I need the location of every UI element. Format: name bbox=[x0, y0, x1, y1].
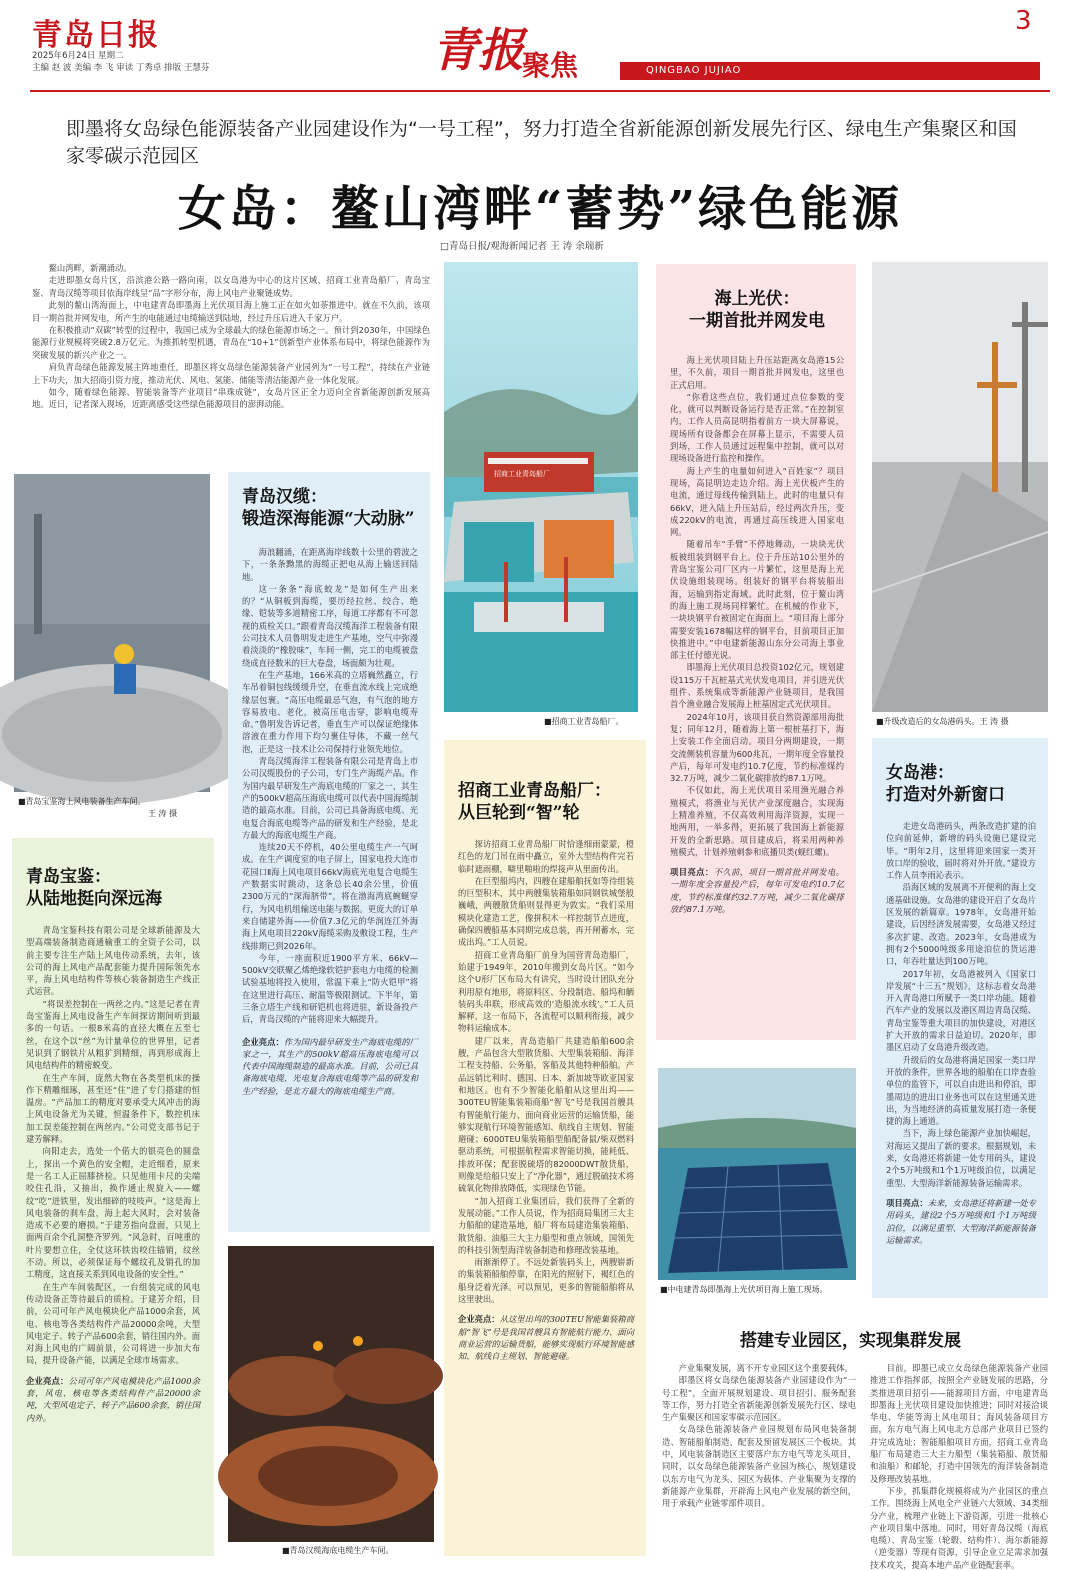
cluster-title: 搭建专业园区，实现集群发展 bbox=[740, 1331, 961, 1351]
shipyard-highlight bbox=[458, 1313, 634, 1362]
shipyard-section bbox=[444, 740, 646, 1556]
article-byline: □青岛日报/观海新闻记者 王 涛 余瑞新 bbox=[440, 241, 604, 252]
pv-photo-caption: ■中电建青岛即墨海上光伏项目海上施工现场。 bbox=[660, 1285, 828, 1294]
baojian-paragraph: 青岛宝鉴科技有限公司是全球新能源及大型高端装备制造商通榆重工的全资子公司，以前主要专注生产陆上风电传动系统，去年，该公司的海上风电产品配套能力提升国际领先水平，海上风电结构件等核心装备制造生产线正式运营。 bbox=[26, 925, 200, 997]
shipyard-title-2: 从巨轮到“智”轮 bbox=[458, 803, 580, 823]
pv-paragraph: 2024年10月，该项目获自然资源部用海批复；同年12月，随着海上第一根桩基打下，海上安装工作全面启动。项目分两期建设，一期交流侧装机容量为600兆瓦，一期年度全容量投产后，每年可发电约10.7亿度，节约标准煤约32.7万吨，减少二氧化碳排放约87.1万吨。 bbox=[670, 711, 844, 784]
pv-paragraph: 随着吊车“手臂”不停地舞动，一块块光伏板被组装到钢平台上。位于升压站10公里外的青岛宝鉴公司厂区内一片繁忙，这里是海上光伏设施组装现场。组装好的钢平台将装船出海，运输到指定海域。此时此刻，位于鳌山湾的海上施工现场同样繁忙。在机械的作业下，一块块钢平台被固定在海面上。“项目海上部分需要安装1678幅这样的钢平台，目前项目正加快推进中。”中电建新能源山东分公司海上事业部主任付德光说。 bbox=[670, 539, 844, 661]
article-headline: 女岛：鳌山湾畔“蓄势”绿色能源 bbox=[177, 181, 903, 237]
shipyard-paragraph: “加入招商工业集团后，我们获得了全新的发展动能。”工作人员说，作为招商局集团三大主力船舶的建造基地，船厂将布局建造集装箱船、散货船、油船三大主力船型和重点领域，国领先的科技引领型海洋装备制造和修理改装基地。 bbox=[458, 1195, 634, 1255]
cluster-paragraph: 目前，即墨已成立女岛绿色能源装备产业园推进工作指挥部，按照全产业链发展的思路，分类推进项目招引——能源项目方面，中电建青岛即墨海上光伏项目建设加快推进；同时对接洽谈华电、华能等海上风电项目；海风装备项目方面，东方电气海上风电北方总部产业项目已签约并完成选址；智能船舶项目方面，招商工业青岛船厂布局建造三大主力船型（集装箱船、散货船和油船）和邮轮，打造中国领先的海洋装备制造及修理改装基地。 bbox=[870, 1363, 1048, 1484]
pv-photo bbox=[658, 1068, 856, 1280]
baojian-section bbox=[12, 838, 214, 1556]
port-title-2: 打造对外新窗口 bbox=[886, 785, 1005, 805]
section-logo-main: 青报 bbox=[432, 23, 524, 77]
ship-name-text: 招商工业青岛船厂 bbox=[494, 470, 550, 478]
hanlan-highlight-text: 作为国内最早研发生产海底电缆的厂家之一，其生产的500kV超高压海底电缆可以代表中国海缆制造的最高水准。目前，公司已具备海底电缆、光电复合海底电缆等产品的研发和生产经验，是北方最大的海底电缆生产商。 bbox=[242, 1036, 418, 1096]
port-paragraph: 走进女岛港码头，两条改造扩建的泊位向前延伸，新增的码头设施已建设完毕。“明年2月，这里将迎来国家一类开放口岸的验收，届时将对外开放。”建设方工作人员李雨沁表示。 bbox=[886, 821, 1036, 881]
cluster-paragraph: 产业集聚发展，离不开专业园区这个重要载体。 bbox=[678, 1363, 853, 1373]
baojian-photo-caption: ■青岛宝鉴海上风电装备生产车间。 bbox=[18, 797, 146, 806]
port-highlight-label: 项目亮点： bbox=[886, 1197, 928, 1208]
pv-paragraph: “你看这些点位，我们通过点位参数的变化，就可以判断设备运行是否正常。”在控制室内，工作人员高昆明指着前方一块大屏幕说，现场所有设备都会在屏幕上显示，不需要人员到场，工作人员通过远程集中控制，就可以对现场设备进行监控和操作。 bbox=[670, 391, 844, 464]
pv-highlight-label: 项目亮点： bbox=[670, 867, 714, 878]
staff-line: 主编 赵 波 美编 李 飞 审读 丁秀卓 排版 王慧芬 bbox=[32, 63, 210, 73]
hanlan-highlight-label: 企业亮点： bbox=[242, 1036, 284, 1047]
hanlan-paragraph: 今年，一座面积近1900平方米、66kV—500kV交联聚乙烯绝缘软铠护套电力电缆的检测试验基地将投入使用，常温下乘上“防火铠甲”将在这里进行高压、耐温等极限测试。下半年，第三条立塔生产线和研铠机也将进驻，新设备投产后，青岛汉缆的产能将迎来大幅提升。 bbox=[242, 952, 418, 1025]
newspaper-logo: 青岛日报 bbox=[32, 18, 160, 53]
shipyard-title-1: 招商工业青岛船厂： bbox=[458, 781, 611, 801]
pv-highlight bbox=[670, 866, 844, 915]
baojian-paragraph: 在生产车间装配区，一台组装完成的风电传动设备正等待最后的质检。于建芳介绍，目前，公司可年产风电模块化产品1000余套，风电、核电等各类结构件产品20000余吨，大型风电定子、转子产品600余套，销往国内外。面对海上风电的广阔前景，公司将进一步加大布局，提升设备产能，以满足全球市场需求。 bbox=[26, 1281, 200, 1366]
hanlan-paragraph: 这一条条“海底蛟龙”是如何生产出来的？“从铜板到海缆，要历经拉丝、绞合、绝缘、铠装等多道精密工序，每道工序都有不可忽视的质检关口。”跟着青岛汉缆海洋工程装备有限公司技术人员鲁明发走进生产基地，空气中弥漫着淡淡的“橡胶味”，车间一侧，完工的电缆被盘绕成直径数米的巨大卷盘，场面颇为壮观。 bbox=[242, 583, 418, 668]
shipyard-photo-caption: ■招商工业青岛船厂。 bbox=[544, 717, 624, 726]
header-divider bbox=[30, 90, 1050, 92]
shipyard-highlight-label: 企业亮点： bbox=[458, 1314, 500, 1325]
hanlan-section bbox=[228, 472, 430, 1232]
cluster-body-left bbox=[662, 1362, 856, 1558]
port-section bbox=[872, 738, 1048, 1298]
shipyard-paragraph: 雨渐渐停了。不远处新装码头上，两艘崭新的集装箱船舶停靠，在阳光的照射下，褐红色的船身泛着光泽。可以预见，更多的智能船舶将从这里驶出。 bbox=[458, 1257, 634, 1304]
hanlan-photo-caption: ■青岛汉缆海底电缆生产车间。 bbox=[282, 1546, 394, 1555]
baojian-body bbox=[26, 924, 200, 1367]
port-highlight bbox=[886, 1197, 1036, 1246]
pv-title-1: 海上光伏： bbox=[714, 289, 800, 309]
hanlan-highlight bbox=[242, 1036, 418, 1097]
section-logo-sub: 聚焦 bbox=[522, 49, 579, 82]
baojian-title-2: 从陆地挺向深远海 bbox=[26, 889, 162, 909]
port-paragraph: 2017年初，女岛港被列入《国家口岸发展“十三五”规划》，这标志着女岛港开入青岛港口所赋予一类口岸功能。随着汽车产业的发展以及港区周边青岛汉缆、青岛宝鉴等重大项目的加快建设，对港区扩大开放的需求日益迫切。2020年，即墨区启动了女岛港升级改造。 bbox=[886, 968, 1036, 1053]
pv-body bbox=[670, 354, 844, 858]
lead-paragraph: 如今，随着绿色能源、智能装备等产业项目“串珠成链”，女岛片区正全力迈向全省新能源创新发展高地。近日，记者深入现场，近距离感受这些绿色能源项目的澎湃动能。 bbox=[32, 387, 430, 410]
lead-paragraph: 鳌山湾畔，新潮涌动。 bbox=[48, 263, 132, 273]
cluster-paragraph: 女岛绿色能源装备产业园规划布局风电装备制造、智能船舶制造、配套及预留发展区三个板块。其中，风电装备制造区主要落户东方电气等龙头项目，同时，以女岛绿色能源装备产业园为核心，规划建设以东方电气为龙头、园区为载体、产业集聚为支撑的新能源产业集群，开辟海上风电产业发展的新空间，用于承载产业链零部件项目。 bbox=[662, 1424, 856, 1509]
lead-paragraph: 此刻的鳌山湾海面上，中电建青岛即墨海上光伏项目海上施工正在如火如荼推进中。就在不久前，该项目一期首批并网发电，所产生的电能通过电缆输送到陆地，经过升压后进入千家万户。 bbox=[32, 300, 430, 323]
baojian-highlight-text: 公司可年产风电模块化产品1000余套，风电、核电等各类结构件产品20000余吨，大型风电定子、转子产品600余套，销往国内外。 bbox=[26, 1375, 200, 1423]
baojian-paragraph: “将误差控制在一两丝之内。”这是记者在青岛宝鉴海上风电设备生产车间探访期间听到最多的一句话。一根8米高的直径大概在五至七丝，在这个以“丝”为计量单位的世界里，记者见识到了钢铁片从粗犷到精细，再到形成海上风电结构件的精密蜕变。 bbox=[26, 998, 200, 1071]
date-line: 2025年6月24日 星期二 bbox=[32, 51, 124, 61]
article-lead bbox=[32, 262, 430, 411]
port-paragraph: 沿海区域的发展离不开便利的海上交通基础设施。女岛港的建设开启了女岛片区发展的新篇章。1978年，女岛港开始建设，后因经济发展需要，女岛港又经过多次扩建、改造。2023年，女岛港成为拥有2个5000吨级多用途泊位的货运港口，年吞吐量达到100万吨。 bbox=[886, 882, 1036, 967]
shipyard-highlight-text: 从这里出坞的300TEU智能集装箱商船“智飞”号是我国首艘具有智能航行能力、面向商业运营的运输货船，能够实现航行环境智能感知、航线自主规划、智能避碰。 bbox=[458, 1314, 634, 1362]
shipyard-paragraph: 建厂以来，青岛造船厂共建造船舶600余艘，产品包含大型散货船、大型集装箱船、海洋工程支持船、公务船，客船及其他特种船舶。产品远销比利时、德国、日本、新加坡等欧亚国家和地区。也有不少智能化船舶从这里出坞——300TEU智能集装箱商船“智飞”号是我国首艘具有智能航行能力、面向商业运营的运输货船，能够实现航行环境智能感知、航线自主规划、智能避碰；6000TEU集装箱船型船配备鼠/柴双燃料驱动系统，可根据航程需求智能切换，能耗低、排放环保；配套脱硫塔的82000DWT散货船，则像是给船只安上了“净化器”，通过脱硫技术将硫氧化物排放降低，实现绿色节能。 bbox=[458, 1035, 634, 1194]
port-body bbox=[886, 820, 1036, 1189]
shipyard-paragraph: 招商工业青岛船厂前身为国营青岛造船厂，始建于1949年，2010年搬到女岛片区。“如今这个U形厂区布局大有讲究，当时设计团队充分利用原有地形，将原料区、分段制造、船坞和舾装码头串联，形成高效的‘造船流水线’。”工人员解释，这一布局下，各流程可以顺利衔接，减少物料运输成本。 bbox=[458, 949, 634, 1034]
page-number: 3 bbox=[1015, 6, 1032, 36]
port-paragraph: 当下，海上绿色能源产业加快崛起，对海运又提出了新的要求。根据规划，未来，女岛港还将新建一处专用码头，建设2个5万吨级和1个1万吨级泊位，以满足重型、大型海洋新能源装备运输需求。 bbox=[886, 1128, 1036, 1188]
article-subtitle: 即墨将女岛绿色能源装备产业园建设作为“一号工程”，努力打造全省新能源创新发展先行区、绿电生产集聚区和国家零碳示范园区 bbox=[66, 118, 1017, 167]
pv-paragraph: 不仅如此，海上光伏项目采用渔光融合养殖模式，将渔业与光伏产业深度融合，实现海上精准养殖，不仅高效利用海洋资源，实现一地两用，一举多得，更拓展了我国海上新能源开发的全新思路。项目建成后，将采用两种养殖模式，计划养殖刺参和底播贝类(蚬红螺)。 bbox=[670, 785, 844, 857]
shipyard-paragraph: 在巨型船坞内，四艘在建船舶抚如等待组装的巨型积木，其中两艘集装箱船如同钢铁城堡般巍峨，两艘散货船则显得更为敦实。“我们采用模块化建造工艺，像拼积木一样控制节点进度，确保四艘船基本同期完成总装，再开闸蓄水，完成出坞。”工人员说。 bbox=[458, 875, 634, 948]
hanlan-title-1: 青岛汉缆： bbox=[242, 487, 327, 507]
baojian-paragraph: 向阳走去，选处一个偌大的银亮色的圆盘上，探出一个黄色的安全帽，走近细看，原来是一名工人正屈膝挤检。只见他用卡尺的尖端咬住孔沿，又抽出，换作通止规旋入——螺纹“吃”进铁里，发出细碎的吱吱声。“这是海上风电装备的刹车盘，海上起大风时，会对装备造成不必要的磨损。”于建芳指向盘面，只见上面两百余个孔洞整齐罗列。“风急时，百吨重的叶片要想立住，全仗这环铁齿咬住锚销，纹丝不动。所以，必须保证每个螺纹孔及销孔的加工精度，这直接关系到风电设备的安全性。” bbox=[26, 1146, 200, 1280]
hanlan-paragraph: 在生产基地，166米高的立塔巍然矗立，行车吊着铜包线缓缓升空，在垂直流水线上完成绝缘层包裹。“高压电缆最忌气泡，有气泡的地方容易放电、老化，被高压电击穿，影响电缆寿命。”鲁明发告诉记者，垂直生产可以保证绝缘体溶液在重力作用下均匀裹住导体，不藏一丝气泡，正是这一技术让公司保持行业领先地位。 bbox=[242, 669, 418, 754]
port-photo-caption: ■升级改造后的女岛港码头。王 涛 摄 bbox=[876, 717, 1009, 726]
pv-highlight-text: 不久前，项目一期首批并网发电。一期年度全容量投产后，每年可发电约10.7亿度，节约标准煤约32.7万吨，减少二氧化碳排放约87.1万吨。 bbox=[670, 867, 844, 915]
baojian-photo bbox=[14, 474, 210, 792]
hanlan-title-2: 锻造深海能源“大动脉” bbox=[242, 509, 415, 529]
section-pinyin-bar: QINGBAO JUJIAO bbox=[620, 62, 1040, 80]
hanlan-paragraph: 连续20天不停机，40公里电缆生产一气呵成。在生产调度室的电子屏上，国家电投大连市花园口Ⅱ海上风电项目66kV海底光电复合电缆生产数据实时跳动，这条总长40余公里，价值2300万元的“深海脐带”，将在渤海湾底蜿蜒穿行，为风电机组输送电能与数据。更庞大的订单来自储建外海——价值7.3亿元的华润连江外海海上风电项目220kV海缆采购及敷设工程，生产线排期已到2026年。 bbox=[242, 842, 418, 951]
pv-paragraph: 海上光伏项目陆上升压站距离女岛港15公里，不久前，项目一期首批并网发电，这里也正式启用。 bbox=[670, 355, 844, 390]
shipyard-body bbox=[458, 838, 634, 1305]
shipyard-paragraph: 探访招商工业青岛船厂时恰逢细雨蒙蒙，橙红色的龙门吊在雨中矗立，室外大型结构件完若临时遮雨棚，噼里啪啦的焊接声从里面传出。 bbox=[458, 839, 634, 874]
port-title-1: 女岛港： bbox=[886, 763, 954, 783]
pv-title-2: 一期首批并网发电 bbox=[689, 311, 825, 331]
baojian-highlight-label: 企业亮点： bbox=[26, 1375, 69, 1386]
lead-paragraph: 在积极推动“双碳”转型的过程中，我国已成为全球最大的绿色能源市场之一。预计到2030年，中国绿色能源行业规模将突破2.8万亿元。为推抓转型机遇，青岛在“10+1”创新型产业体系布局中，将绿色能源作为突破发展的新兴产业之一。 bbox=[32, 325, 430, 360]
hanlan-body bbox=[242, 546, 418, 1026]
cluster-paragraph: 下步，抓集群化规模将成为产业园区的重点工作。围绕海上风电全产业链六大领域、34类细分产业，梳理产业链上下游资源，引进一批核心产业项目集中落地。同时，用好青岛汉缆（海底电缆）、青岛宝鉴（轮毂、结构件）、海尔新能源（逆变器）等现有资源，引导企业立足需求加强技术攻关，提高本地产品产业链配套率。 bbox=[870, 1485, 1048, 1570]
hanlan-paragraph: 青岛汉缆海洋工程装备有限公司是青岛上市公司汉缆股份的子公司，专门生产海缆产品。作为国内最早研发生产海底电缆的厂家之一，其生产的500kV超高压海底电缆可以代表中国海缆制造的最高水准。目前，公司已具备海底电缆、光电复合海底电缆等产品的研发和生产经验，是北方最大的海底电缆生产商。 bbox=[242, 756, 418, 840]
hanlan-paragraph: 海浪翻涌，在距离海岸线数十公里的碧波之下，一条条黝黑的海缆正把电从海上输送回陆地。 bbox=[242, 547, 418, 582]
cluster-body-right bbox=[870, 1362, 1048, 1570]
port-highlight-text: 未来，女岛港还将新建一处专用码头，建设2个5万吨级和1个1万吨级泊位，以满足重型、大型海洋新能源装备运输需求。 bbox=[886, 1197, 1036, 1245]
pv-section bbox=[656, 264, 856, 1040]
lead-paragraph: 走进即墨女岛片区，沿滨港公路一路向南，以女岛港为中心的这片区域，招商工业青岛船厂、青岛宝鉴、青岛汉缆等项目依海岸线呈“品”字形分布，海上风电产业聚链成势。 bbox=[32, 275, 430, 298]
baojian-photo-credit: 王 涛 摄 bbox=[148, 809, 178, 818]
port-paragraph: 升级后的女岛港将满足国家一类口岸开放的条件，世界各地的船舶在口岸查验单位的监管下，可以自由进出和停泊，即墨周边的进出口业务也可以在这里通关进出，为当地经济的高质量发展打造一条便捷的海上通道。 bbox=[886, 1054, 1036, 1127]
lead-paragraph: 肩负青岛绿色能源发展主阵地重任，即墨区将女岛绿色能源装备产业园列为“一号工程”，持续在产业链上下功夫，加大招商引资力度，推动光伏、风电、氢能、储能等清洁能源产业一体化发展。 bbox=[32, 362, 430, 385]
hanlan-photo bbox=[228, 1246, 434, 1542]
baojian-highlight bbox=[26, 1375, 200, 1424]
port-photo bbox=[872, 262, 1048, 712]
cluster-paragraph: 即墨区将女岛绿色能源装备产业园建设作为“一号工程”，全面开展规划建设、项目招引、服务配套等工作，努力打造全省新能源创新发展先行区、绿电生产集聚区和国家零碳示范园区。 bbox=[662, 1375, 856, 1423]
shipyard-photo bbox=[444, 262, 638, 712]
baojian-paragraph: 在生产车间，庞然大物在各类型机床的操作下精雕细琢，甚至还“住”进了专门搭建的恒温房。“产品加工的精度对要承受大风冲击的海上风电设备尤为关键，恒温条件下，数控机床加工误差能控制在两丝内。”公司党支部书记于建芳解释。 bbox=[26, 1072, 200, 1145]
baojian-title-1: 青岛宝鉴： bbox=[26, 867, 111, 887]
pv-paragraph: 即墨海上光伏项目总投资102亿元，规划建设115万千瓦桩基式光伏发电项目，并引进光伏组件、系统集成等新能源产业链项目，是我国首个渔业融合发展海上桩基固定式光伏项目。 bbox=[670, 662, 844, 710]
pv-paragraph: 海上产生的电量如何进入“百姓家”？项目现场，高昆明边走边介绍。海上光伏板产生的电流，通过母线传输到陆上，此时的电量只有66kV，进入陆上升压站后，经过两次升压，变成220kV的电流，再通过高压线进入国家电网。 bbox=[670, 465, 844, 538]
